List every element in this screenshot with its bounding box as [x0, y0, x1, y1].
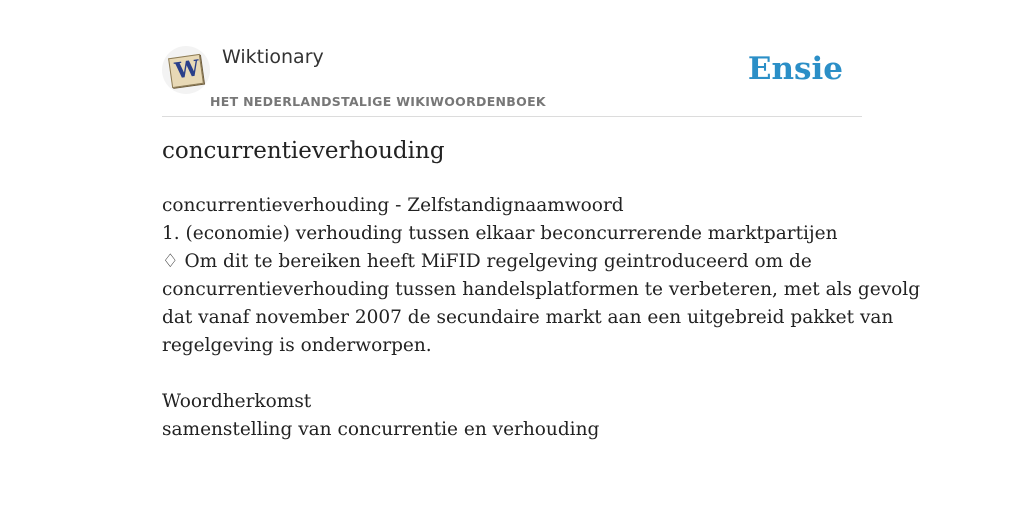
site-header	[162, 40, 862, 117]
logo-letter: W	[173, 55, 202, 85]
example-line: ♢ Om dit te bereiken heeft MiFID regelgeving geintroduceerd om de	[162, 251, 812, 272]
definition-line: 1. (economie) verhouding tussen elkaar beconcurrerende marktpartijen	[162, 223, 838, 244]
ensie-brand-logo[interactable]: Ensie	[747, 51, 843, 87]
wiktionary-logo-icon[interactable]	[162, 46, 210, 94]
example-line: concurrentieverhouding tussen handelsplatformen te verbeteren, met als gevolg	[162, 279, 921, 300]
page-title: concurrentieverhouding	[162, 138, 445, 164]
etymology-heading: Woordherkomst	[162, 391, 312, 412]
etymology-text: samenstelling van concurrentie en verhouding	[162, 419, 600, 440]
word-class-line: concurrentieverhouding - Zelfstandignaamwoord	[162, 195, 624, 216]
logo-tile	[168, 54, 204, 88]
example-line: dat vanaf november 2007 de secundaire markt aan een uitgebreid pakket van	[162, 307, 894, 328]
paragraph-gap	[162, 360, 862, 388]
site-name[interactable]: Wiktionary	[222, 46, 324, 68]
entry-body	[162, 192, 921, 444]
example-line: regelgeving is onderworpen.	[162, 335, 432, 356]
site-tagline: HET NEDERLANDSTALIGE WIKIWOORDENBOEK	[210, 94, 546, 109]
